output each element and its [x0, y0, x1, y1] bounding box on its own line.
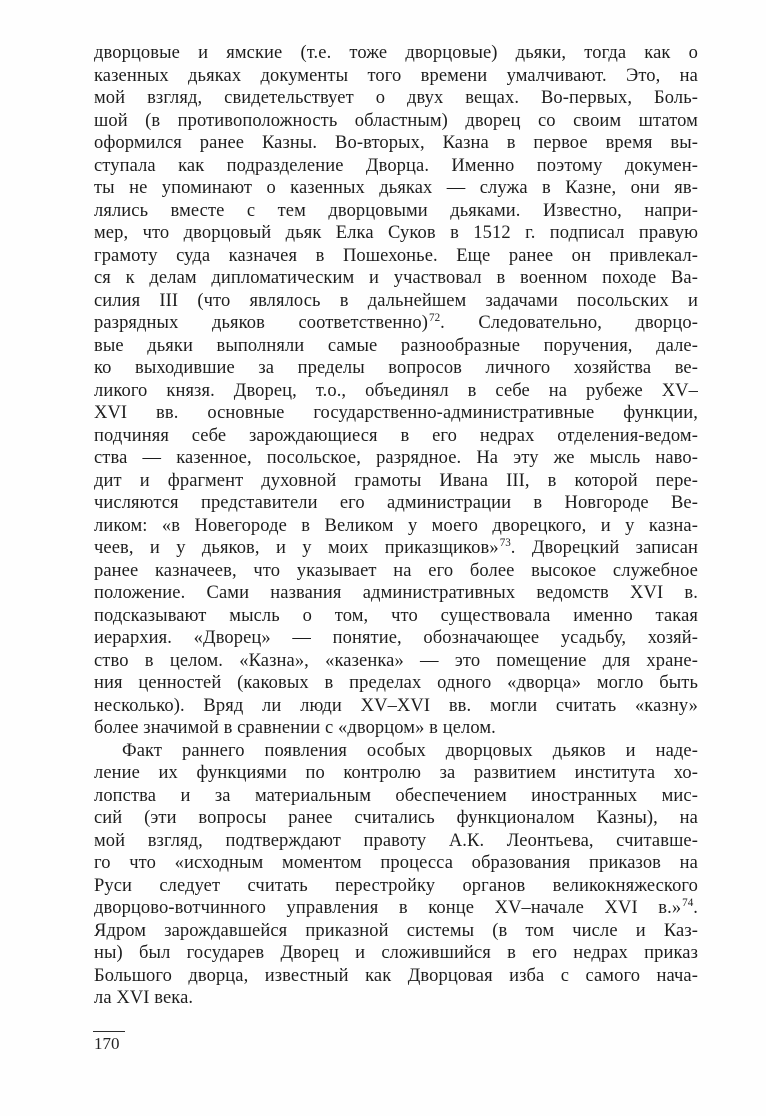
- text-line: XVI вв. основные государственно-административные функции,: [94, 403, 698, 423]
- text-line: го что «исходным моментом процесса образования приказов на: [94, 853, 698, 873]
- text-line: сий (эти вопросы ранее считались функционалом Казны), на: [94, 808, 698, 828]
- text-line: ликом: «в Новегороде в Великом у моего дворецкого, и у казна-: [94, 515, 698, 536]
- text-line: Ядром зарождавшейся приказной системы (в том числе и Каз-: [94, 920, 698, 941]
- text-line: дворцовые и ямские (т.е. тоже дворцовые) дьяки, тогда как о: [94, 43, 698, 63]
- text-line: ликого князя. Дворец, т.о., объединял в себе на рубеже XV–: [94, 380, 698, 401]
- text-line: ступала как подразделение Дворца. Именно поэтому докумен-: [94, 155, 698, 176]
- text-line: ся к делам дипломатическим и участвовал в военном походе Ва-: [94, 268, 698, 288]
- text-line: грамоту суда казначея в Пошехонье. Еще ранее он привлекал-: [94, 245, 698, 266]
- text-line: ства — казенное, посольское, разрядное. На эту же мысль наво-: [94, 448, 698, 468]
- text-line: разрядных дьяков соответственно)$^{72}$. Следовательно, дворцо-: [94, 311, 698, 333]
- text-line: лялись вместе с тем дворцовыми дьяками. Известно, напри-: [94, 200, 698, 221]
- page-number: 170: [93, 1031, 125, 1054]
- text-line: числяются представители его администрации в Новгороде Ве-: [94, 493, 698, 513]
- footnote-ref: 73: [499, 536, 511, 549]
- text-line: ла XVI века.: [94, 988, 194, 1008]
- text-line: мой взгляд, подтверждают правоту А.К. Леонтьева, считавше-: [94, 830, 698, 851]
- text-line: оформился ранее Казны. Во-вторых, Казна в первое время вы-: [94, 133, 698, 153]
- text-line: Большого дворца, известный как Дворцовая изба с самого нача-: [94, 965, 698, 986]
- footnote-ref: 72: [429, 311, 441, 324]
- text-line: ство в целом. «Казна», «казенка» — это помещение для хране-: [94, 650, 698, 671]
- text-line: подчиняя себе зарождающиеся в его недрах отделения-ведом-: [94, 425, 698, 446]
- text-line: Руси следует считать перестройку органов великокняжеского: [94, 875, 698, 896]
- text-line: дворцово-вотчинного управления в конце XV–начале XVI в.»$^{74}$.: [94, 896, 698, 918]
- text-line: ния ценностей (каковых в пределах одного «дворца» могло быть: [94, 673, 698, 693]
- text-line: шой (в противоположность областным) дворец со своим штатом: [94, 110, 698, 131]
- text-line: мой взгляд, свидетельствует о двух вещах. Во-первых, Боль-: [94, 88, 698, 108]
- text-line: ко выходившие за пределы вопросов личного хозяйства ве-: [94, 358, 698, 378]
- text-line: подсказывают мысль о том, что существовала именно такая: [94, 605, 698, 626]
- text-line: ты не упоминают о казенных дьяках — служа в Казне, они яв-: [94, 178, 698, 198]
- text-line: мер, что дворцовый дьяк Елка Суков в 1512 г. подписал правую: [94, 223, 698, 243]
- text-line: дит и фрагмент духовной грамоты Ивана III, в которой пере-: [94, 470, 698, 491]
- text-line: Факт раннего появления особых дворцовых дьяков и наде-: [122, 740, 698, 761]
- text-line: более значимой в сравнении с «дворцом» в целом.: [94, 718, 496, 738]
- text-line: силия III (что являлось в дальнейшем задачами посольских и: [94, 290, 698, 311]
- text-line: чеев, и у дьяков, и у моих приказщиков»$^{73}$. Дворецкий записан: [94, 536, 699, 558]
- text-line: ранее казначеев, что указывает на его более высокое служебное: [94, 560, 698, 581]
- text-line: несколько). Вряд ли люди XV–XVI вв. могли считать «казну»: [94, 695, 698, 716]
- footnote-ref: 74: [682, 896, 694, 909]
- text-line: казенных дьяках документы того времени умалчивают. Это, на: [94, 65, 698, 86]
- text-line: ление их функциями по контролю за развитием института хо-: [94, 763, 698, 783]
- text-line: положение. Сами названия административных ведомств XVI в.: [94, 583, 698, 603]
- text-line: лопства и за материальным обеспечением иностранных мис-: [94, 785, 698, 806]
- text-line: иерархия. «Дворец» — понятие, обозначающее усадьбу, хозяй-: [94, 628, 698, 648]
- text-line: ны) был государев Дворец и сложившийся в его недрах приказ: [94, 943, 698, 963]
- text-block: [94, 42, 698, 1010]
- text-line: вые дьяки выполняли самые разнообразные поручения, дале-: [94, 335, 698, 356]
